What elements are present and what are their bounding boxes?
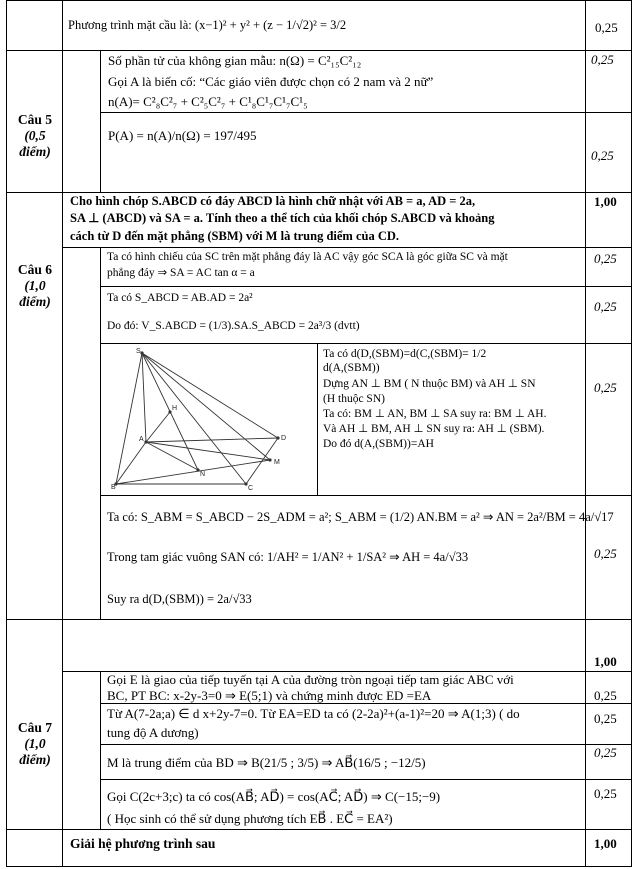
edge-AH <box>146 412 170 442</box>
q7-step-d-line-2: ( Học sinh có thể sử dụng phương tích EB⃗ . EC⃗ = EA²) <box>107 811 393 826</box>
edge-BM <box>116 460 270 484</box>
q7-step-a-line-2: BC, PT BC: x-2y-3=0 ⇒ E(5;1) và chứng minh được ED =EA <box>107 688 432 703</box>
row-line <box>100 703 632 704</box>
question-5-title: Câu 5 <box>17 112 53 127</box>
question-5-label <box>8 112 62 160</box>
row-line <box>6 0 632 1</box>
row-line <box>100 343 632 344</box>
q7-step-d-score: 0,25 <box>594 786 617 801</box>
row-line <box>100 286 632 287</box>
q6-step-c-line-4: (H thuộc SN) <box>323 393 385 405</box>
q6-step-c-line-3: Dựng AN ⊥ BM ( N thuộc BM) và AH ⊥ SN <box>323 378 536 390</box>
q6-step-d-line-2: Trong tam giác vuông SAN có: 1/AH² = 1/AN² + 1/SA² ⇒ AH = 4a/√33 <box>107 550 469 564</box>
row-line <box>6 192 632 193</box>
pyramid-figure <box>108 346 313 492</box>
question-6-label <box>8 262 62 310</box>
q7-step-a-line-1: Gọi E là giao của tiếp tuyến tại A của đường tròn ngoại tiếp tam giác ABC với <box>107 672 514 687</box>
figure-column-divider <box>317 343 318 495</box>
q6-step-b-line-1: Ta có S_ABCD = AB.AD = 2a² <box>107 292 253 304</box>
q5-sample-space: Số phần tử của không gian mẫu: n(Ω) = C²₁₅C²₁₂ <box>108 53 362 68</box>
label-D: D <box>281 435 287 442</box>
q6-step-c-line-2: d(A,(SBM)) <box>323 362 380 374</box>
q6-step-a-score: 0,25 <box>594 251 617 266</box>
label-column-divider-top <box>62 0 63 50</box>
question-7-title: Câu 7 <box>17 720 53 735</box>
label-C: C <box>248 485 254 492</box>
q6-step-a-line-1: Ta có hình chiếu của SC trên mặt phẳng đáy là AC vậy góc SCA là góc giữa SC và mặt <box>107 251 508 263</box>
row-line <box>100 744 632 745</box>
question-7-points: (1,0 <box>24 736 46 751</box>
q6-step-a-line-2: phẳng đáy ⇒ SA = AC tan α = a <box>107 267 255 279</box>
q7-step-b-line-1: Từ A(7-2a;a) ∈ d x+2y-7=0. Từ EA=ED ta có (2-2a)²+(a-1)²=20 ⇒ A(1;3) ( do <box>107 706 520 721</box>
question-6-title: Câu 6 <box>17 262 53 277</box>
q6-step-c-line-1: Ta có d(D,(SBM)=d(C,(SBM)= 1/2 <box>323 348 487 360</box>
point-S <box>140 351 143 354</box>
label-A: A <box>139 436 144 443</box>
question-7-points-unit: điểm) <box>19 752 51 767</box>
q5-score-1: 0,25 <box>591 52 614 67</box>
row-line <box>100 779 632 780</box>
q6-step-c-line-6: Và AH ⊥ BM, AH ⊥ SN suy ra: AH ⊥ (SBM). <box>323 423 545 435</box>
q6-step-c-line-7: Do đó d(A,(SBM))=AH <box>323 438 434 450</box>
q5-event-count: n(A)= C²₈C²₇ + C²₅C²₇ + C¹₈C¹₇C¹₇C¹₅ <box>108 94 308 109</box>
table-border-left <box>6 0 7 866</box>
row-line <box>6 866 632 867</box>
row-line <box>100 112 632 113</box>
question-7-label <box>8 720 62 768</box>
point-A <box>144 440 147 443</box>
label-B: B <box>111 484 116 491</box>
question-5-points-unit: điểm) <box>19 144 51 159</box>
q7-step-d-line-1: Gọi C(2c+3;c) ta có cos(AB⃗; AD⃗) = cos(AC⃗; AD⃗) ⇒ C(−15;−9) <box>107 789 441 804</box>
q5-probability: P(A) = n(A)/n(Ω) = 197/495 <box>108 128 257 143</box>
edge-SA <box>142 353 146 442</box>
sphere-equation: Phương trình mặt cầu là: (x−1)² + y² + (z − 1/√2)² = 3/2 <box>68 18 347 32</box>
row-line <box>62 247 632 248</box>
q6-step-d-line-1: Ta có: S_ABM = S_ABCD − 2S_ADM = a²; S_ABM = (1/2) AN.BM = a² ⇒ AN = 2a²/BM = 4a/√17 <box>107 510 614 524</box>
q6-statement-line-3: cách từ D đến mặt phẳng (SBM) với M là trung điểm của CD. <box>70 229 400 243</box>
question-6-points-unit: điểm) <box>19 294 51 309</box>
point-M <box>268 458 271 461</box>
q8-statement: Giải hệ phương trình sau <box>70 836 216 851</box>
point-D <box>276 436 279 439</box>
q6-step-d-line-3: Suy ra d(D,(SBM)) = 2a/√33 <box>107 592 252 606</box>
question-5-points: (0,5 <box>24 128 46 143</box>
label-N: N <box>200 471 206 478</box>
score-column-divider <box>585 0 586 866</box>
q5-score-2: 0,25 <box>591 148 614 163</box>
q5-event-definition: Gọi A là biến cố: “Các giáo viên được chọn có 2 nam và 2 nữ” <box>108 74 434 89</box>
q7-total-score: 1,00 <box>594 654 617 669</box>
q6-step-c-line-5: Ta có: BM ⊥ AN, BM ⊥ SA suy ra: BM ⊥ AH. <box>323 408 547 420</box>
q7-step-a-score: 0,25 <box>594 688 617 703</box>
inner-column-divider-q5 <box>100 50 101 192</box>
q6-step-d-score: 0,25 <box>594 546 617 561</box>
edge-SB <box>116 353 142 484</box>
label-M: M <box>274 459 280 466</box>
row-line <box>6 619 632 620</box>
inner-column-divider-q6 <box>100 247 101 619</box>
q6-step-b-line-2: Do đó: V_S.ABCD = (1/3).SA.S_ABCD = 2a³/3 (dvtt) <box>107 320 360 332</box>
q7-step-c-line-1: M là trung điểm của BD ⇒ B(21/5 ; 3/5) ⇒ AB⃗(16/5 ; −12/5) <box>107 755 426 770</box>
label-H: H <box>172 405 178 412</box>
q7-step-c-score: 0,25 <box>594 745 617 760</box>
label-column-divider <box>62 50 63 866</box>
label-S: S <box>136 348 141 355</box>
row-line <box>6 50 632 51</box>
q6-statement-line-2: SA ⊥ (ABCD) và SA = a. Tính theo a thể tích của khối chóp S.ABCD và khoảng <box>70 211 495 225</box>
q6-step-b-score: 0,25 <box>594 299 617 314</box>
row-line <box>6 829 632 830</box>
q8-total-score: 1,00 <box>594 836 617 851</box>
row-line <box>100 495 632 496</box>
q7-step-b-score: 0,25 <box>594 711 617 726</box>
inner-column-divider-q7 <box>100 671 101 829</box>
question-6-points: (1,0 <box>24 278 46 293</box>
q6-step-c-score: 0,25 <box>594 380 617 395</box>
q6-statement-line-1: Cho hình chóp S.ABCD có đáy ABCD là hình chữ nhật với AB = a, AD = 2a, <box>70 194 476 208</box>
sphere-score: 0,25 <box>595 20 618 35</box>
q6-total-score: 1,00 <box>594 194 617 209</box>
table-border-right <box>631 0 632 866</box>
edge-SC <box>142 353 246 484</box>
q7-step-b-line-2: tung độ A dương) <box>107 725 199 740</box>
